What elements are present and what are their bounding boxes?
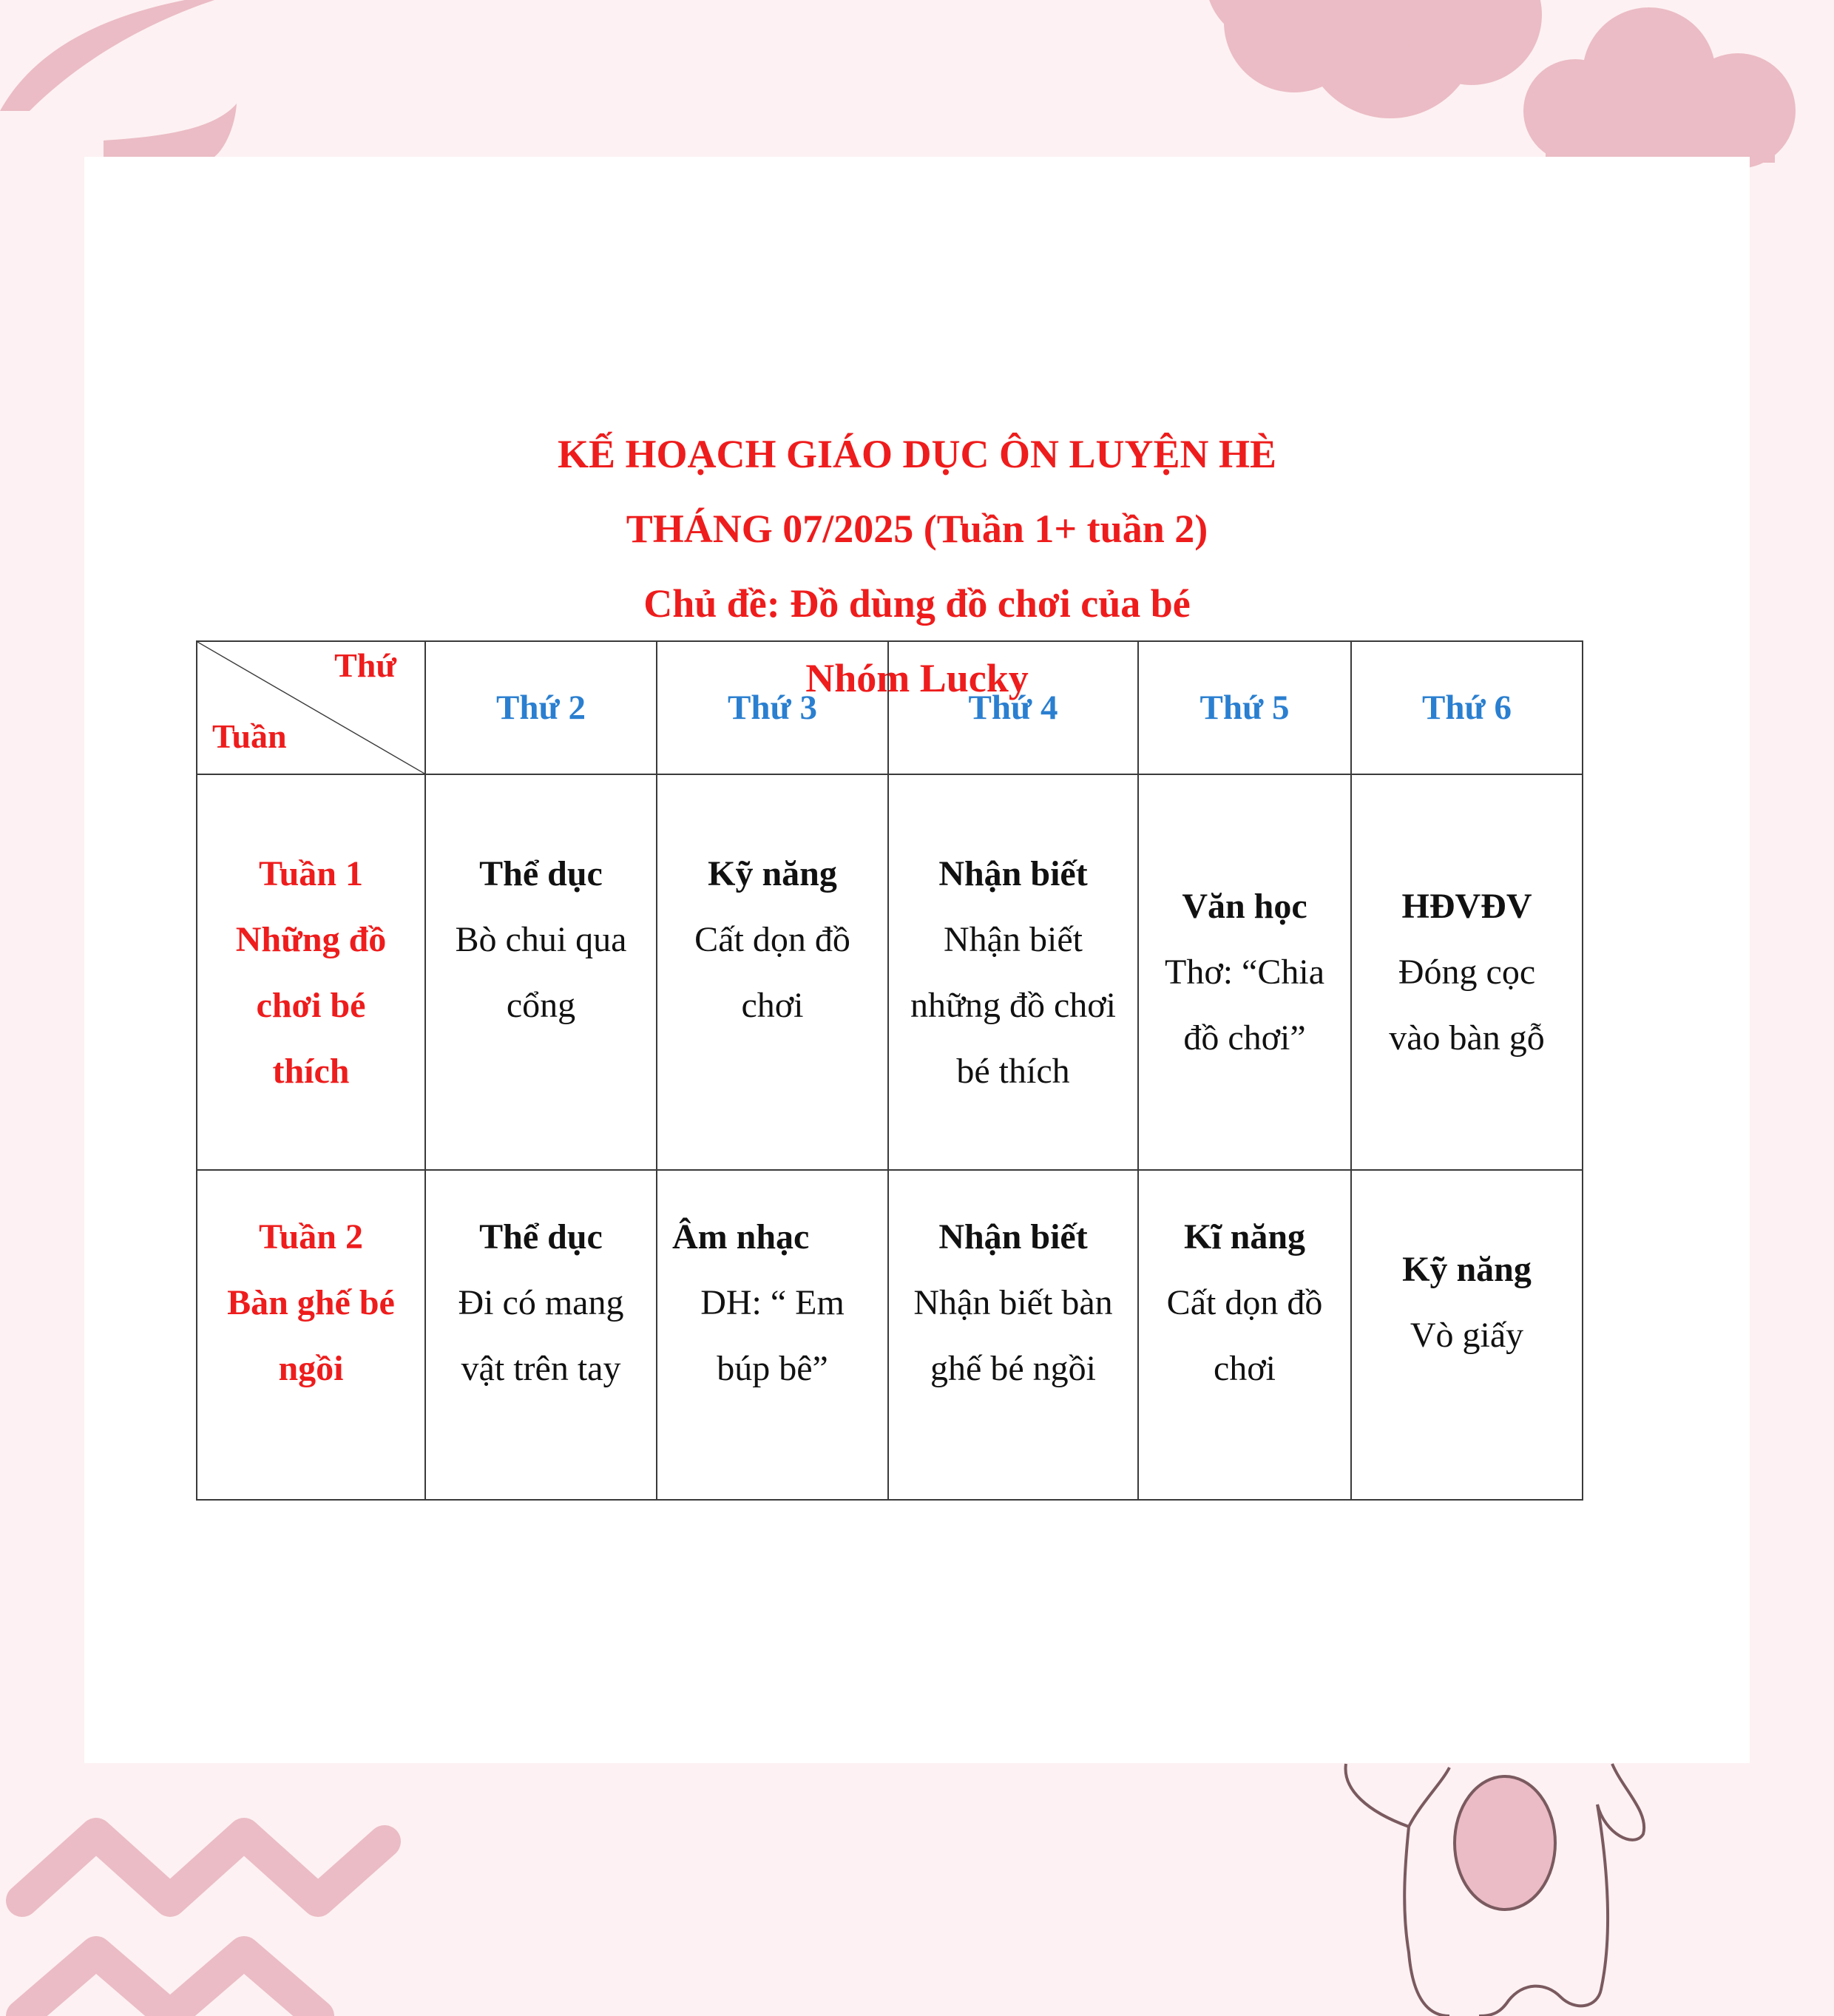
group-line: Nhóm Lucky bbox=[805, 656, 1029, 700]
activity-subject: Văn học bbox=[1182, 887, 1307, 926]
activity-cell bbox=[1351, 774, 1583, 1170]
activity-cell bbox=[425, 1170, 657, 1500]
day-header-thu-2: Thứ 2 bbox=[425, 641, 657, 774]
activity-detail: búp bê” bbox=[717, 1348, 828, 1388]
corner-label-week: Tuần bbox=[212, 717, 287, 756]
topic-line: Chủ đề: Đồ dùng đồ chơi của bé bbox=[643, 581, 1191, 626]
activity-detail: Nhận biết bbox=[944, 919, 1083, 959]
zigzag-shape-2 bbox=[22, 1952, 318, 2016]
week-label-line: Tuần 2 bbox=[259, 1217, 363, 1256]
cloud-icon bbox=[1523, 7, 1796, 169]
activity-detail: Thơ: “Chia bbox=[1165, 953, 1324, 992]
activity-detail: đồ chơi” bbox=[1183, 1018, 1306, 1058]
week-label-line: Tuần 1 bbox=[259, 853, 363, 893]
activity-detail: Bò chui qua bbox=[455, 920, 627, 959]
week-2-label-cell bbox=[197, 1170, 425, 1500]
activity-subject: Kĩ năng bbox=[1183, 1217, 1306, 1256]
activity-detail: Cất dọn đồ bbox=[694, 920, 850, 959]
activity-detail: cổng bbox=[506, 986, 576, 1025]
week-label-line: Bàn ghế bé bbox=[227, 1282, 395, 1322]
day-header-thu-5: Thứ 5 bbox=[1138, 641, 1351, 774]
activity-subject: Thể dục bbox=[479, 854, 603, 893]
activity-detail: bé thích bbox=[956, 1051, 1070, 1091]
activity-subject: Thể dục bbox=[479, 1217, 603, 1256]
activity-detail: ghế bé ngồi bbox=[930, 1348, 1096, 1388]
cloud-icon bbox=[1205, 0, 1542, 118]
activity-detail: Đóng cọc bbox=[1398, 953, 1536, 992]
activity-detail: Đi có mang bbox=[458, 1282, 624, 1322]
activity-cell bbox=[888, 774, 1138, 1170]
week-label-line: Những đồ bbox=[235, 919, 387, 959]
activity-detail: Vò giấy bbox=[1410, 1316, 1524, 1355]
activity-detail: DH: “ Em bbox=[700, 1282, 845, 1322]
week-1-label-cell bbox=[197, 774, 425, 1170]
table-row-week-2 bbox=[197, 1170, 1583, 1500]
activity-subject: Kỹ năng bbox=[708, 854, 837, 893]
day-header-thu-4: Thứ 4 bbox=[888, 641, 1138, 774]
activity-cell bbox=[1351, 1170, 1583, 1500]
corner-label-day: Thứ bbox=[334, 646, 396, 684]
activity-detail: vật trên tay bbox=[461, 1348, 621, 1388]
activity-subject: HĐVĐV bbox=[1401, 887, 1532, 926]
activity-detail: Nhận biết bàn bbox=[913, 1282, 1113, 1322]
activity-detail: vào bàn gỗ bbox=[1389, 1018, 1545, 1058]
lesson-plan-table bbox=[196, 640, 1583, 1501]
week-label-line: chơi bé bbox=[256, 985, 366, 1025]
activity-subject: Âm nhạc bbox=[672, 1217, 810, 1256]
table-header-row bbox=[197, 641, 1583, 774]
zigzag-shape bbox=[22, 1834, 385, 1901]
title-line-2: THÁNG 07/2025 (Tuần 1+ tuần 2) bbox=[626, 507, 1208, 551]
week-label-line: ngồi bbox=[278, 1348, 344, 1388]
table-row-week-1 bbox=[197, 774, 1583, 1170]
activity-subject: Nhận biết bbox=[938, 853, 1088, 893]
activity-cell bbox=[657, 1170, 888, 1500]
week-label-line: thích bbox=[272, 1051, 350, 1091]
activity-cell bbox=[425, 774, 657, 1170]
top-left-swoosh-shape bbox=[0, 0, 214, 111]
day-header-thu-3: Thứ 3 bbox=[657, 641, 888, 774]
activity-detail: những đồ chơi bbox=[910, 985, 1117, 1025]
activity-subject: Nhận biết bbox=[938, 1217, 1088, 1256]
day-header-thu-6: Thứ 6 bbox=[1351, 641, 1583, 774]
title-line-1: KẾ HOẠCH GIÁO DỤC ÔN LUYỆN HÈ bbox=[557, 432, 1277, 476]
activity-subject: Kỹ năng bbox=[1402, 1250, 1532, 1289]
activity-cell bbox=[1138, 1170, 1351, 1500]
corner-header-cell bbox=[197, 641, 425, 774]
teddy-belly-shape bbox=[1455, 1776, 1555, 1910]
activity-detail: Cất dọn đồ bbox=[1166, 1282, 1323, 1322]
activity-cell bbox=[1138, 774, 1351, 1170]
activity-detail: chơi bbox=[1213, 1348, 1276, 1388]
top-left-swoosh-shape-2 bbox=[104, 104, 237, 157]
activity-detail: chơi bbox=[741, 986, 804, 1025]
activity-cell bbox=[657, 774, 888, 1170]
activity-cell bbox=[888, 1170, 1138, 1500]
